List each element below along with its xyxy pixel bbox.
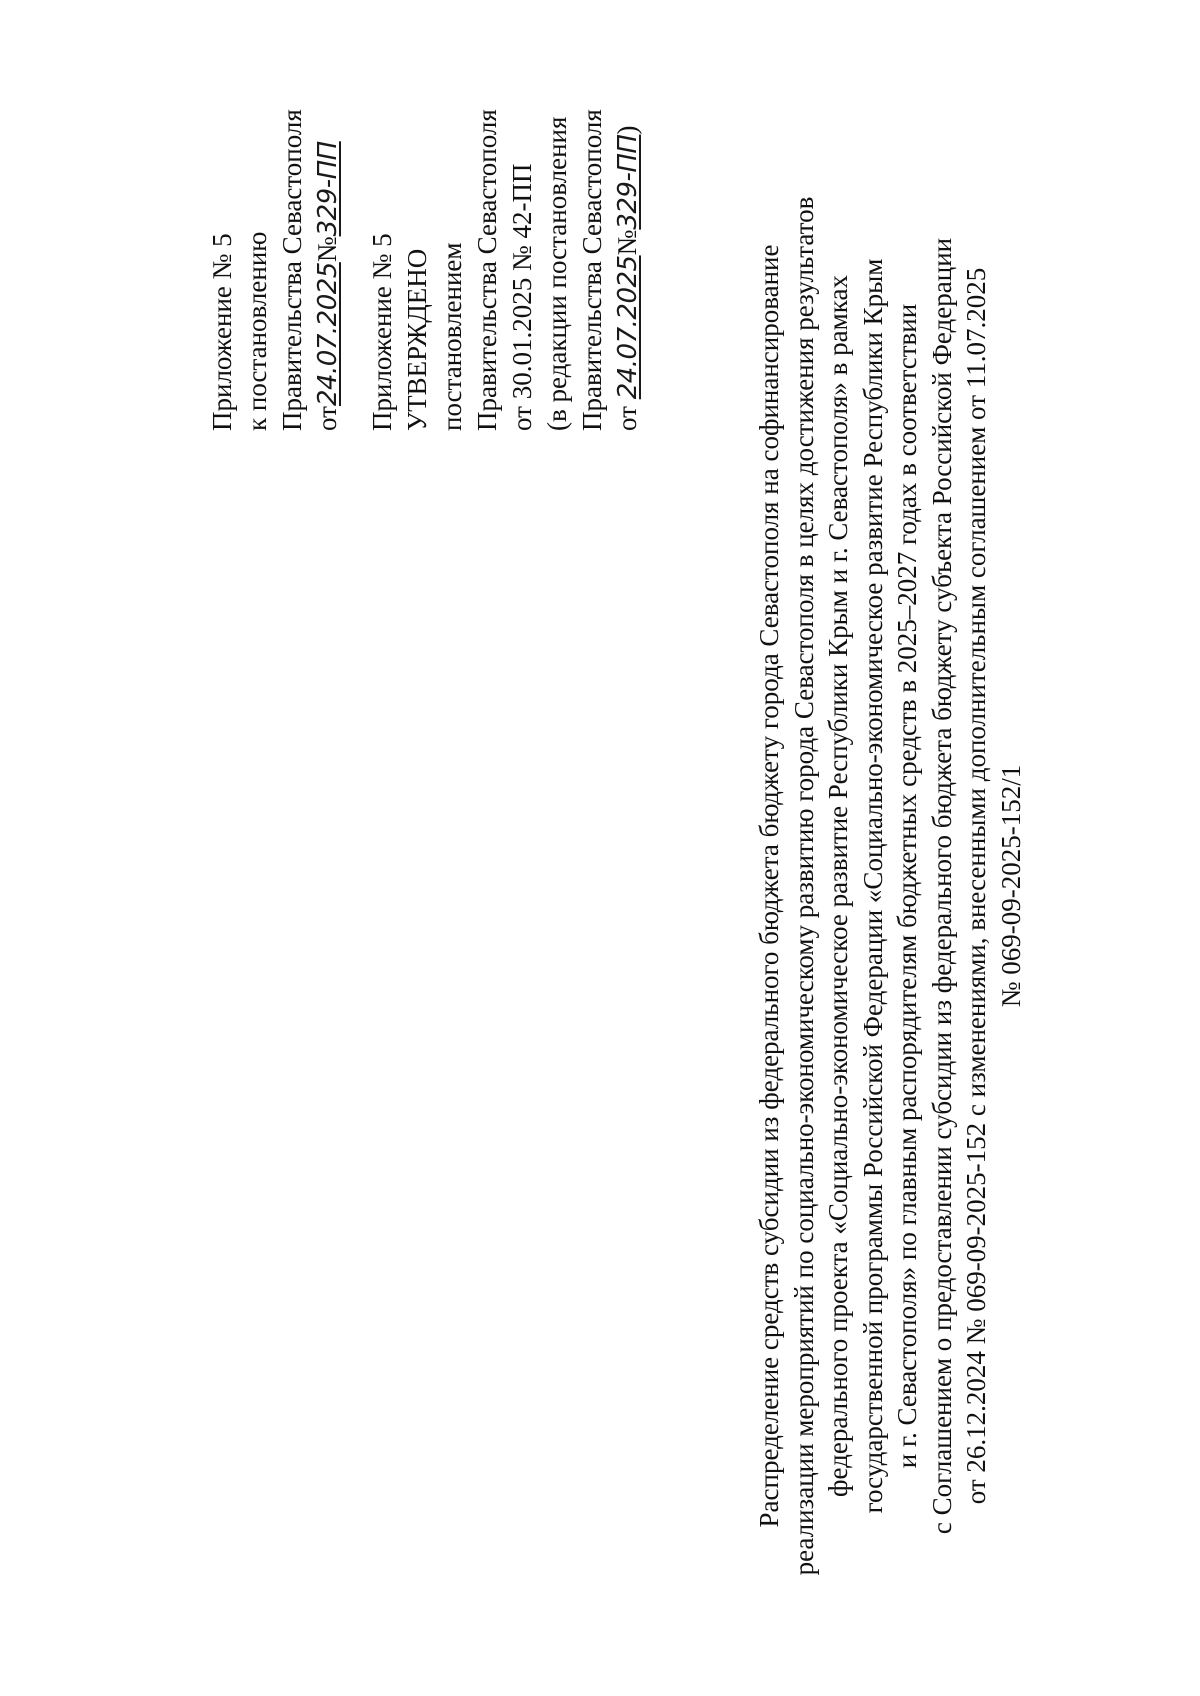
approved-label: УТВЕРЖДЕНО bbox=[402, 248, 432, 431]
date-prefix: от bbox=[312, 406, 342, 431]
handwritten-number: 329-ПП bbox=[613, 134, 643, 230]
edition-note: (в редакции постановления bbox=[542, 116, 572, 431]
appendix-to-resolution: к постановлению bbox=[242, 231, 272, 431]
appendix-government: Правительства Севастополя bbox=[277, 109, 307, 431]
appendix-number: Приложение № 5 bbox=[367, 233, 397, 431]
title-line: и г. Севастополя» по главным распорядителям бюджетных средств в 2025–2027 годах в соответствии bbox=[892, 303, 922, 1469]
title-line: государственной программы Российской Федерации «Социально-экономическое развитие Республики Крым bbox=[857, 258, 888, 1514]
appendix-government: Правительства Севастополя bbox=[577, 109, 607, 431]
title-line: № 069-09-2025-152/1 bbox=[995, 764, 1026, 1008]
handwritten-number: 329-ПП bbox=[313, 141, 343, 237]
handwritten-date: 24.07.2025 bbox=[613, 255, 643, 400]
title-line: Распределение средств субсидии из федерального бюджета бюджету города Севастополя на софинансирование bbox=[754, 244, 784, 1528]
original-date-number: от 30.01.2025 № 42-ПП bbox=[507, 163, 537, 431]
appendix-header-current bbox=[205, 11, 346, 431]
title-line: реализации мероприятий по социально-экономическому развитию города Севастополя в целях достижения результатов bbox=[788, 196, 819, 1576]
appendix-government: Правительства Севастополя bbox=[472, 109, 502, 431]
number-prefix: № bbox=[612, 229, 642, 256]
approved-by: постановлением bbox=[437, 242, 467, 431]
document-title bbox=[752, 176, 1028, 1596]
appendix-date-number-line bbox=[310, 11, 346, 431]
handwritten-date: 24.07.2025 bbox=[313, 262, 343, 407]
date-prefix: от bbox=[612, 406, 642, 431]
number-prefix: № bbox=[312, 236, 342, 263]
edition-date-number-line bbox=[610, 11, 646, 431]
title-line: с Соглашением о предоставлении субсидии из федерального бюджета бюджету субъекта Российской Федерации bbox=[926, 237, 957, 1535]
title-line: федерального проекта «Социально-экономическое развитие Республики Крым и г. Севастополя» в рамках bbox=[823, 275, 853, 1497]
title-line: от 26.12.2024 № 069-09-2025-152 с изменениями, внесенными дополнительным соглашением от 11.07.2025 bbox=[961, 267, 991, 1505]
closing-parenthesis: ) bbox=[612, 125, 642, 135]
appendix-header-original bbox=[365, 11, 646, 431]
appendix-number: Приложение № 5 bbox=[207, 233, 237, 431]
